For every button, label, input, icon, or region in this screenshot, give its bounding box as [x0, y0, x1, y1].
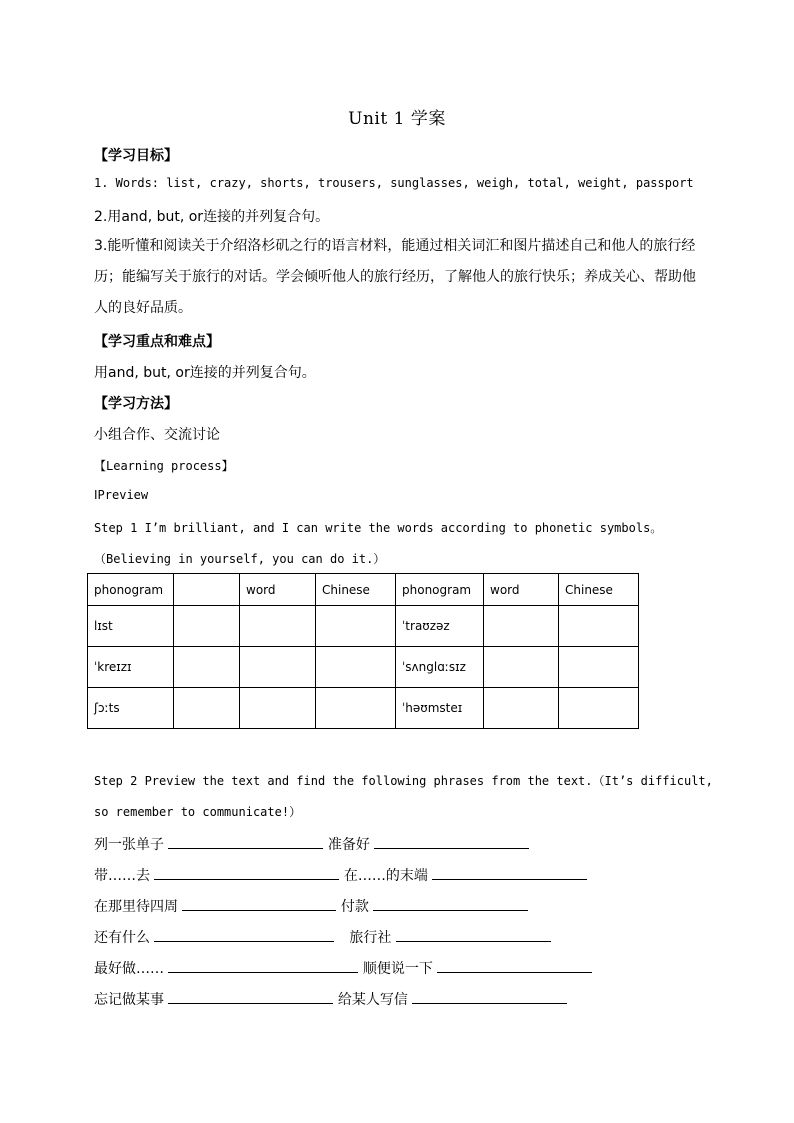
- header-word: word: [240, 574, 316, 606]
- word-cell[interactable]: [484, 688, 559, 729]
- chinese-cell[interactable]: [559, 606, 639, 647]
- phrase-label: 旅行社: [349, 930, 392, 946]
- phonogram-cell: ˈsʌnglɑːsɪz: [396, 647, 484, 688]
- phrase-row: [94, 896, 528, 916]
- phrase-label: 最好做……: [94, 961, 164, 977]
- objective-grammar: 2.用and, but, or连接的并列复合句。: [94, 209, 330, 225]
- page-title: Unit 1 学案: [348, 109, 446, 129]
- key-points-text: 用and, but, or连接的并列复合句。: [94, 365, 316, 381]
- header-phonogram: phonogram: [88, 574, 174, 606]
- header-word-2: word: [484, 574, 559, 606]
- objective-skills: 3.能听懂和阅读关于介绍洛杉矶之行的语言材料，能通过相关词汇和图片描述自己和他人的旅行经历；能编写关于旅行的对话。学会倾听他人的旅行经历，了解他人的旅行快乐；养成关心、帮助他人的良好品质。: [94, 238, 696, 316]
- answer-blank[interactable]: [168, 958, 358, 973]
- answer-blank[interactable]: [412, 989, 567, 1004]
- table-row: [88, 606, 639, 647]
- phrase-row: [94, 958, 592, 978]
- answer-blank[interactable]: [373, 896, 528, 911]
- phrase-label: 还有什么: [94, 930, 150, 946]
- phrase-label: 付款: [340, 899, 369, 915]
- phonetic-table: [87, 573, 639, 729]
- answer-blank[interactable]: [154, 865, 339, 880]
- table-header-row: [88, 574, 639, 606]
- word-cell[interactable]: [484, 606, 559, 647]
- answer-blank[interactable]: [432, 865, 587, 880]
- phonogram-cell: lɪst: [88, 606, 174, 647]
- phrase-label: 列一张单子: [94, 837, 164, 853]
- phrase-label: 忘记做某事: [94, 992, 164, 1008]
- answer-blank[interactable]: [168, 834, 323, 849]
- answer-blank[interactable]: [396, 927, 551, 942]
- answer-blank[interactable]: [437, 958, 592, 973]
- header-chinese-2: Chinese: [559, 574, 639, 606]
- header-chinese: Chinese: [316, 574, 396, 606]
- word-cell[interactable]: [240, 647, 316, 688]
- method-text: 小组合作、交流讨论: [94, 427, 220, 443]
- objectives-heading: 【学习目标】: [94, 148, 178, 164]
- answer-cell[interactable]: [174, 606, 240, 647]
- chinese-cell[interactable]: [316, 688, 396, 729]
- step2-instruction-cont: so remember to communicate!）: [94, 805, 302, 819]
- phrase-label: 顺便说一下: [362, 961, 433, 977]
- table-row: [88, 688, 639, 729]
- phrase-row: [94, 989, 567, 1009]
- table-row: [88, 647, 639, 688]
- answer-blank[interactable]: [154, 927, 334, 942]
- answer-blank[interactable]: [374, 834, 529, 849]
- process-heading: 【Learning process】: [94, 459, 234, 473]
- objective-words: 1. Words: list, crazy, shorts, trousers, sunglasses, weigh, total, weight, passport: [94, 176, 694, 190]
- header-phonogram-2: phonogram: [396, 574, 484, 606]
- phrase-label: 准备好: [327, 837, 370, 853]
- phonogram-cell: ˈtraʊzəz: [396, 606, 484, 647]
- answer-cell[interactable]: [174, 647, 240, 688]
- phrase-row: [94, 865, 587, 885]
- phrase-label: 在那里待四周: [94, 899, 178, 915]
- chinese-cell[interactable]: [559, 647, 639, 688]
- phonogram-cell: ˈhəʊmsteɪ: [396, 688, 484, 729]
- answer-blank[interactable]: [182, 896, 336, 911]
- phrase-label: 在……的末端: [343, 868, 428, 884]
- phrase-label: 带……去: [94, 868, 150, 884]
- chinese-cell[interactable]: [559, 688, 639, 729]
- answer-blank[interactable]: [168, 989, 333, 1004]
- word-cell[interactable]: [484, 647, 559, 688]
- phonogram-cell: ʃɔːts: [88, 688, 174, 729]
- key-points-heading: 【学习重点和难点】: [94, 334, 220, 350]
- step2-instruction: Step 2 Preview the text and find the following phrases from the text.（It’s difficult,: [94, 774, 713, 788]
- word-cell[interactable]: [240, 606, 316, 647]
- phrase-row: [94, 927, 551, 947]
- step1-note: （Believing in yourself, you can do it.）: [94, 552, 386, 566]
- chinese-cell[interactable]: [316, 606, 396, 647]
- word-cell[interactable]: [240, 688, 316, 729]
- step1-instruction: Step 1 I’m brilliant, and I can write the words according to phonetic symbols。: [94, 521, 663, 535]
- phrase-row: [94, 834, 529, 854]
- phrase-label: 给某人写信: [337, 992, 408, 1008]
- chinese-cell[interactable]: [316, 647, 396, 688]
- answer-cell[interactable]: [174, 688, 240, 729]
- header-blank: [174, 574, 240, 606]
- method-heading: 【学习方法】: [94, 396, 178, 412]
- phonogram-cell: ˈkreɪzɪ: [88, 647, 174, 688]
- preview-heading: ⅠPreview: [94, 488, 149, 502]
